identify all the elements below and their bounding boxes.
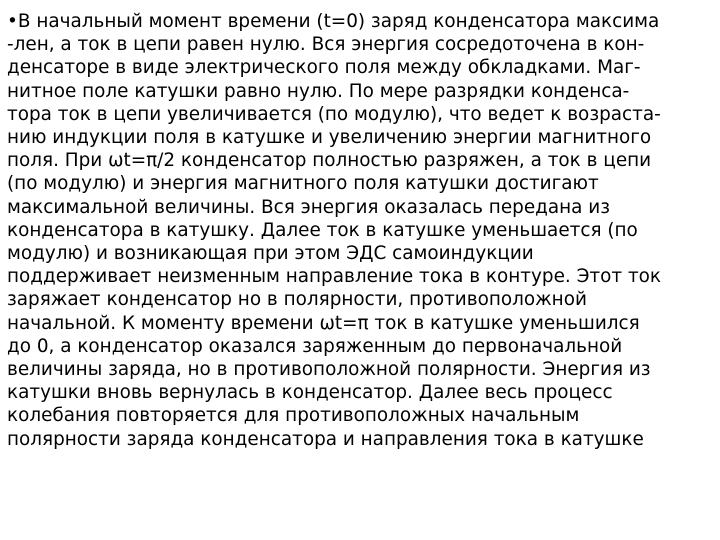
text-line: модулю) и возникающая при этом ЭДС самоиндукции — [7, 243, 534, 265]
text-line: денсаторе в виде электрического поля между обкладками. Маг- — [7, 57, 641, 79]
text-line: (по модулю) и энергия магнитного поля катушки достигают — [7, 173, 599, 195]
bullet-icon: • — [7, 11, 18, 32]
text-line: нитное поле катушки равно нулю. По мере разрядки конденса- — [7, 80, 630, 102]
text-line: катушки вновь вернулась в конденсатор. Далее весь процесс — [7, 382, 613, 404]
text-line: заряжает конденсатор но в полярности, противоположной — [7, 289, 587, 311]
text-line: максимальной величины. Вся энергия оказалась передана из — [7, 196, 610, 218]
text-line: нию индукции поля в катушке и увеличению энергии магнитного — [7, 127, 652, 149]
text-line: до 0, а конденсатор оказался заряженным до первоначальной — [7, 335, 623, 357]
text-line: полярности заряда конденсатора и направления тока в катушке — [7, 428, 644, 450]
text-line: начальной. К моменту времени ωt=π ток в катушке уменьшился — [7, 312, 640, 334]
text-line: конденсатора в катушку. Далее ток в катушке уменьшается (по — [7, 219, 638, 241]
text-line: -лен, а ток в цепи равен нулю. Вся энергия сосредоточена в кон- — [7, 34, 645, 56]
bullet-paragraph — [7, 10, 717, 451]
text-line: колебания повторяется для противоположных начальным — [7, 405, 580, 427]
text-line-content: В начальный момент времени (t=0) заряд конденсатора максима — [17, 11, 660, 32]
text-line: величины заряда, но в противоположной полярности. Энергия из — [7, 359, 651, 381]
text-line: поля. При ωt=π/2 конденсатор полностью разряжен, а ток в цепи — [7, 150, 652, 172]
text-line — [7, 10, 717, 33]
text-line: поддерживает неизменным направление тока в контуре. Этот ток — [7, 266, 662, 288]
text-line: тора ток в цепи увеличивается (по модулю), что ведет к возраста- — [7, 103, 661, 125]
